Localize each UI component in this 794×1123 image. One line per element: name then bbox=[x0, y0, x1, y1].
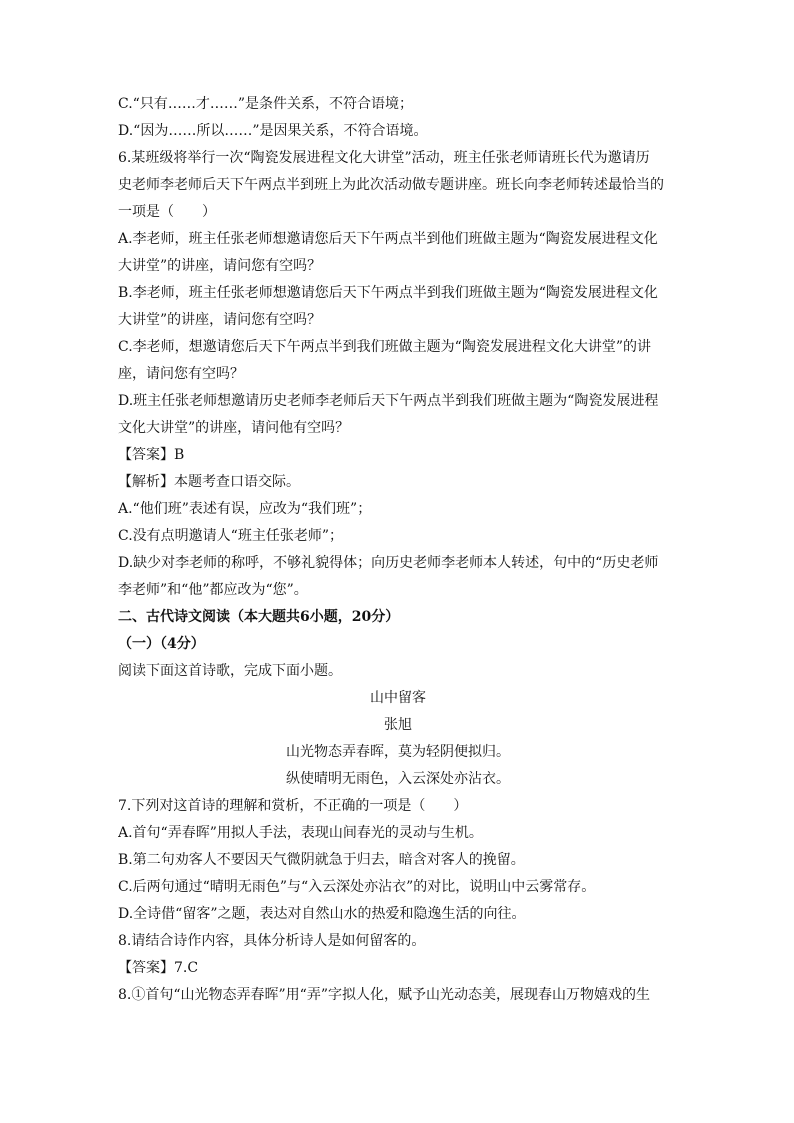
text-line: B.李老师，班主任张老师想邀请您后天下午两点半到我们班做主题为“陶瓷发展进程文化 bbox=[118, 285, 658, 301]
text-line: 文化大讲堂”的讲座，请问他有空吗？ bbox=[118, 420, 350, 436]
text-line: C.后两句通过“晴明无雨色”与“入云深处亦沾衣”的对比，说明山中云雾常存。 bbox=[118, 879, 596, 895]
text-line: 一项是（ ） bbox=[118, 204, 216, 220]
text-line: C.李老师，想邀请您后天下午两点半到我们班做主题为“陶瓷发展进程文化大讲堂”的讲 bbox=[118, 339, 651, 355]
text-line: 8.请结合诗作内容，具体分析诗人是如何留客的。 bbox=[118, 933, 426, 949]
text-line: 大讲堂”的讲座，请问您有空吗？ bbox=[118, 258, 322, 274]
text-line: 8.①首句“山光物态弄春晖”用“弄”字拟人化，赋予山光动态美，展现春山万物嬉戏的生 bbox=[118, 987, 650, 1003]
text-line: 座，请问您有空吗？ bbox=[118, 366, 244, 382]
text-line: A.“他们班”表述有误，应改为“我们班”； bbox=[118, 501, 372, 517]
text-line: 山中留客 bbox=[370, 690, 426, 706]
text-line: D.班主任张老师想邀请历史老师李老师后天下午两点半到我们班做主题为“陶瓷发展进程 bbox=[118, 393, 659, 409]
text-line: D.“因为……所以……”是因果关系，不符合语境。 bbox=[118, 123, 428, 139]
text-line: A.李老师，班主任张老师想邀请您后天下午两点半到他们班做主题为“陶瓷发展进程文化 bbox=[118, 231, 658, 247]
text-line: 大讲堂”的讲座，请问您有空吗？ bbox=[118, 312, 322, 328]
document-page bbox=[118, 91, 678, 1009]
text-line: 【答案】B bbox=[118, 447, 185, 463]
text-line: 【答案】7.C bbox=[118, 960, 199, 976]
text-line: D.缺少对李老师的称呼，不够礼貌得体；向历史老师李老师本人转述，句中的“历史老师 bbox=[118, 555, 659, 571]
text-line: 张旭 bbox=[384, 717, 412, 733]
text-line: C.“只有……才……”是条件关系，不符合语境； bbox=[118, 96, 413, 112]
text-line: 山光物态弄春晖，莫为轻阴便拟归。 bbox=[286, 744, 510, 760]
text-line: D.全诗借“留客”之题，表达对自然山水的热爱和隐逸生活的向往。 bbox=[118, 906, 526, 922]
text-line: 6.某班级将举行一次“陶瓷发展进程文化大讲堂”活动，班主任张老师请班长代为邀请历 bbox=[118, 150, 650, 166]
text-line: 纵使晴明无雨色，入云深处亦沾衣。 bbox=[286, 771, 510, 787]
text-line: 阅读下面这首诗歌，完成下面小题。 bbox=[118, 663, 342, 679]
text-line: B.第二句劝客人不要因天气微阴就急于归去，暗含对客人的挽留。 bbox=[118, 852, 525, 868]
text-line: 史老师李老师后天下午两点半到班上为此次活动做专题讲座。班长向李老师转述最恰当的 bbox=[118, 177, 664, 193]
text-line: （一）（4分） bbox=[118, 636, 205, 652]
text-line: 【解析】本题考查口语交际。 bbox=[118, 474, 300, 490]
text-line: 二、古代诗文阅读（本大题共6小题，20分） bbox=[118, 609, 400, 625]
text-line: 7.下列对这首诗的理解和赏析，不正确的一项是（ ） bbox=[118, 798, 468, 814]
text-line: 李老师”和“他”都应改为“您”。 bbox=[118, 582, 308, 598]
text-line: C.没有点明邀请人“班主任张老师”； bbox=[118, 528, 343, 544]
text-line: A.首句“弄春晖”用拟人手法，表现山间春光的灵动与生机。 bbox=[118, 825, 483, 841]
